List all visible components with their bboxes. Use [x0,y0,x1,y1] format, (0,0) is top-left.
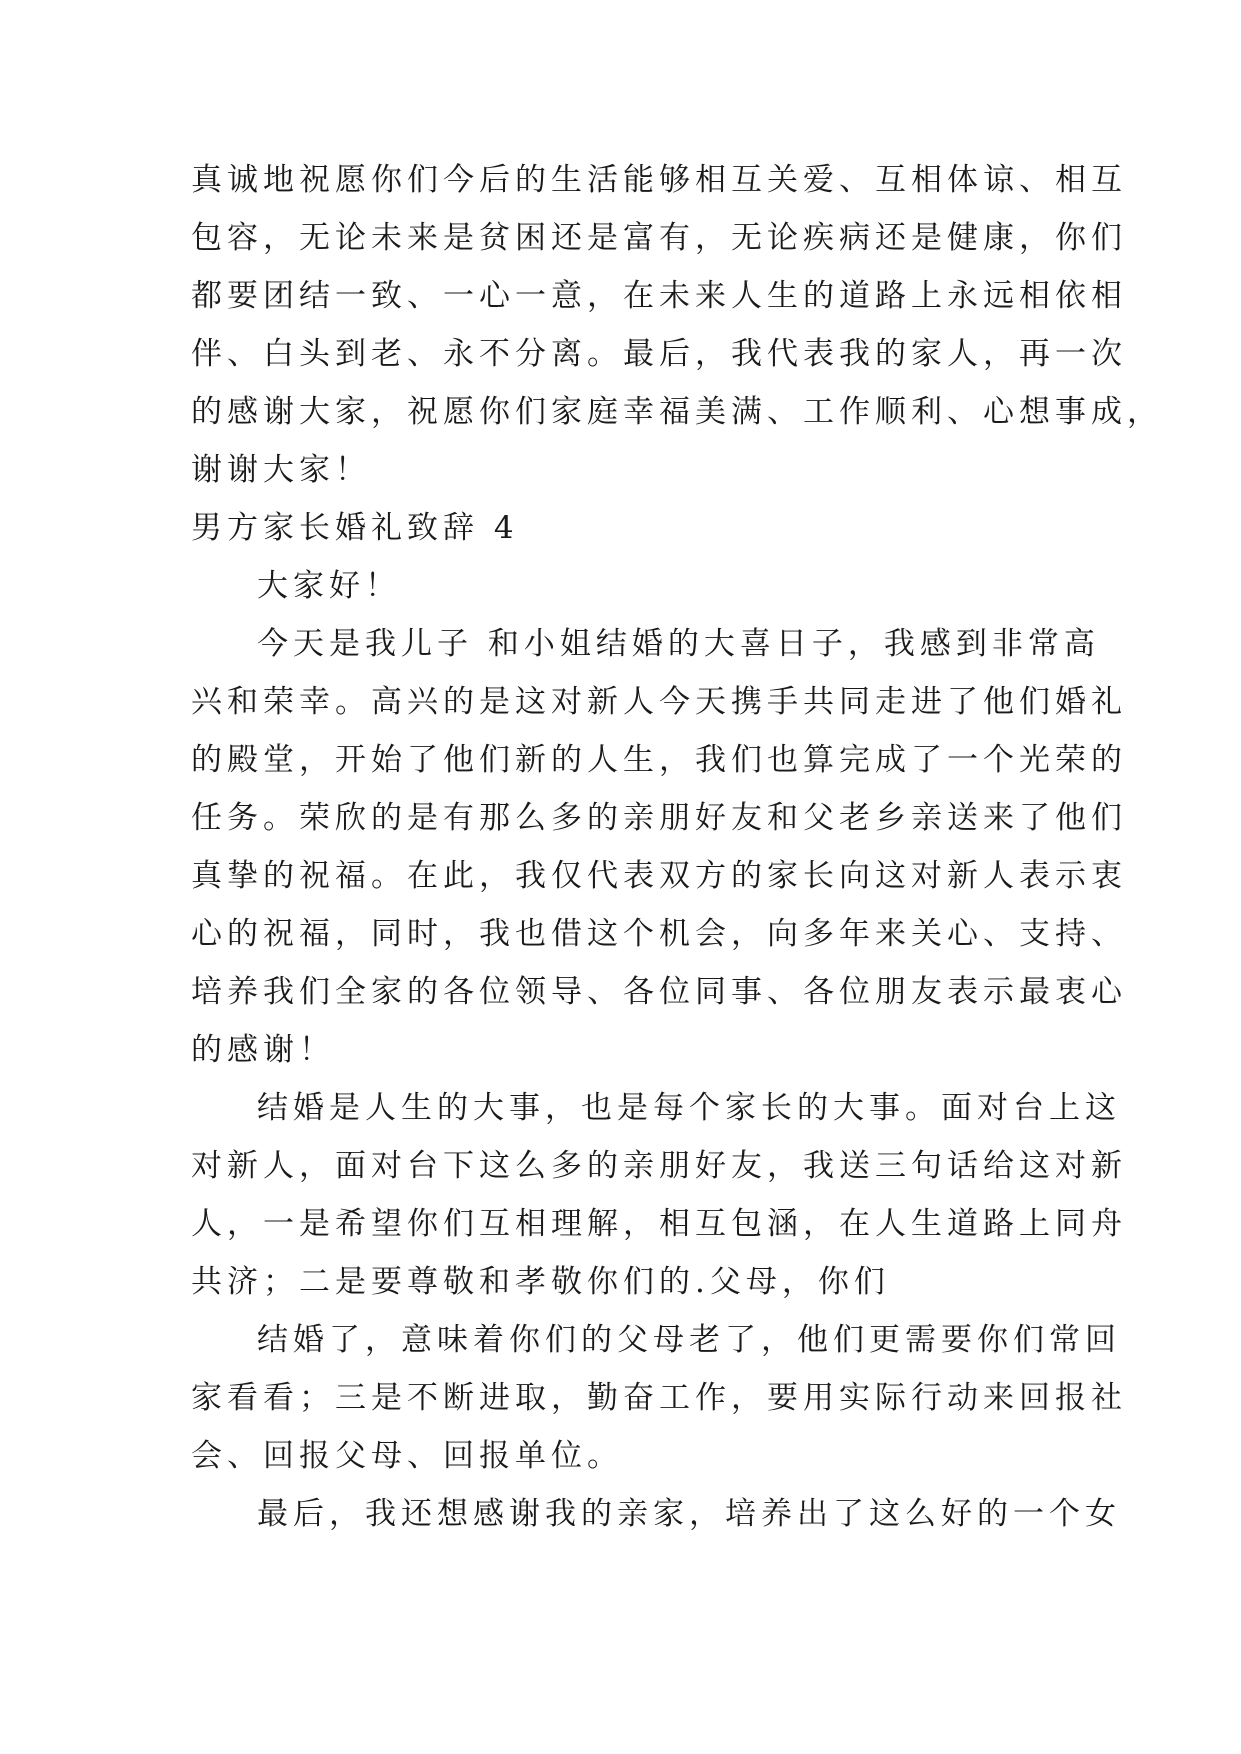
body-line-6: 谢谢大家！ [191,452,371,488]
body-line-17: 结婚是人生的大事，也是每个家长的大事。面对台上这 [257,1090,1121,1126]
body-line-24: 最后，我还想感谢我的亲家，培养出了这么好的一个女 [257,1496,1121,1532]
body-line-9: 今天是我儿子 和小姐结婚的大喜日子，我感到非常高 [257,626,1100,662]
body-line-11: 的殿堂，开始了他们新的人生，我们也算完成了一个光荣的 [191,742,1127,778]
body-line-14: 心的祝福，同时，我也借这个机会，向多年来关心、支持、 [191,916,1127,952]
body-line-2: 包容，无论未来是贫困还是富有，无论疾病还是健康，你们 [191,220,1127,256]
body-line-16: 的感谢！ [191,1032,335,1068]
body-line-10: 兴和荣幸。高兴的是这对新人今天携手共同走进了他们婚礼 [191,684,1127,720]
section-heading: 男方家长婚礼致辞 4 [191,510,519,546]
body-line-15: 培养我们全家的各位领导、各位同事、各位朋友表示最衷心 [191,974,1127,1010]
body-line-1: 真诚地祝愿你们今后的生活能够相互关爱、互相体谅、相互 [191,162,1127,198]
body-line-12: 任务。荣欣的是有那么多的亲朋好友和父老乡亲送来了他们 [191,800,1127,836]
body-line-23: 会、回报父母、回报单位。 [191,1438,623,1474]
body-line-20: 共济；二是要尊敬和孝敬你们的.父母，你们 [191,1264,890,1300]
body-line-18: 对新人，面对台下这么多的亲朋好友，我送三句话给这对新 [191,1148,1127,1184]
body-line-13: 真挚的祝福。在此，我仅代表双方的家长向这对新人表示衷 [191,858,1127,894]
body-line-3: 都要团结一致、一心一意，在未来人生的道路上永远相依相 [191,278,1127,314]
body-line-22: 家看看；三是不断进取，勤奋工作，要用实际行动来回报社 [191,1380,1127,1416]
body-line-4: 伴、白头到老、永不分离。最后，我代表我的家人，再一次 [191,336,1127,372]
greeting-line: 大家好！ [257,568,401,604]
body-line-5: 的感谢大家，祝愿你们家庭幸福美满、工作顺利、心想事成， [191,394,1163,430]
body-line-19: 人，一是希望你们互相理解，相互包涵，在人生道路上同舟 [191,1206,1127,1242]
body-line-21: 结婚了，意味着你们的父母老了，他们更需要你们常回 [257,1322,1121,1358]
